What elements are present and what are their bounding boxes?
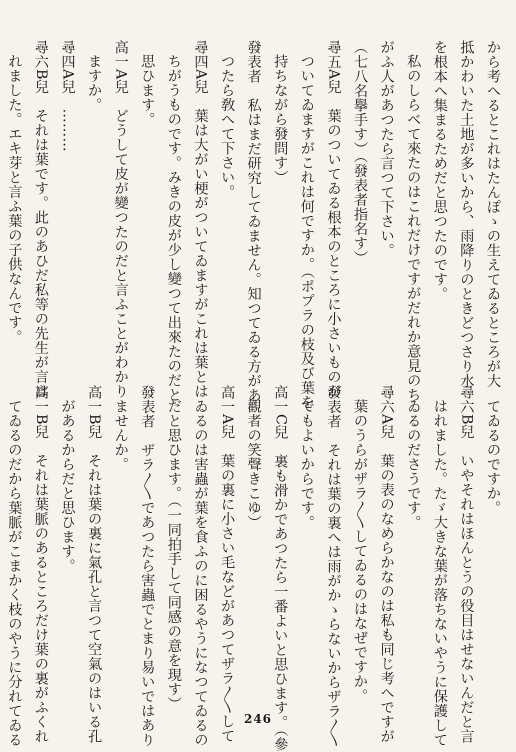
text-line: がふ人があつたら言つて下さい。 — [378, 40, 395, 258]
text-line: があるからだと思ひます。 — [59, 399, 76, 574]
text-line: 抵かわいた土地が多いから、雨降りのときどつさり水 — [458, 40, 475, 388]
text-line: 葉のうらがザラ〳〵してゐるのはなぜですか。 — [352, 399, 369, 704]
text-line: 發表者 それは葉の裏へは雨がかゝらないからザラ〳〵 — [325, 385, 342, 748]
text-line: 高一B兒 それは葉脈のあるところだけ葉の裏がふくれ — [32, 385, 49, 744]
text-line: れました。エキ芽と言ふ葉の子供なんです。 — [6, 54, 23, 345]
text-line: 尋六B兒 いやそれはほんとうの役目はせないんだと言 — [458, 385, 475, 744]
upper-text-block — [6, 40, 506, 410]
text-line: てゐるのだから葉脈がこまかく枝のやうに分れてゐる — [6, 399, 23, 748]
text-line: 發表者 私はまだ研究してゐません。知つてゐる方があ — [245, 40, 262, 403]
text-line — [0, 40, 1, 340]
text-line: 尋五A兒 葉のついてゐる根本のところに小さいものが — [325, 40, 342, 399]
text-line: ちがうものです。みきの皮が少し變つて出來たのだと — [165, 54, 182, 403]
text-line: 高一A兒 どうして皮が變つたのだと言ふことがわかり — [112, 40, 129, 399]
text-line: ついてゐますがこれは何ですか。（ポプラの枝及び葉を — [298, 54, 315, 410]
text-line: ゐるのは害蟲が葉を食ふのに困るやうになつてゐるの — [192, 399, 209, 748]
text-line: 尋四A兒 葉は大がい梗がついてゐますがこれは葉とは — [192, 40, 209, 399]
text-line — [0, 385, 1, 695]
text-line: 尋六B兒 それは葉です。此のあひだ私等の先生が言は — [32, 40, 49, 399]
text-line: ますか。 — [86, 54, 103, 113]
page-number: 246 — [243, 712, 273, 726]
text-line: 思ひます。 — [139, 54, 156, 127]
text-line: でもよいからです。 — [298, 399, 315, 530]
text-line: だと思ひます。（一同拍手して同感の意を現す） — [165, 399, 182, 712]
text-line: 觀者の笑聲きこゆ） — [245, 399, 262, 530]
text-line: 持ちながら發問す） — [272, 54, 289, 185]
text-line: つたら敎へて下さい。 — [219, 54, 236, 200]
text-line: ませんか。 — [112, 399, 129, 472]
text-line: 發表者 ザラ〳〵であつたら害蟲でとまり易いではあり — [139, 385, 156, 748]
text-line: を根本へ集まるためだと思つたのです。 — [431, 40, 448, 301]
text-line: 尋六A兒 葉の表のなめらかなのは私も同じ考へですが — [378, 385, 395, 744]
text-line: から考へるとこれはたんぽゝの生えてゐるところが大 — [485, 40, 501, 388]
text-line: 高一B兒 それは葉の裏に氣孔と言つて空氣のはいる孔 — [86, 385, 103, 744]
text-line: 私のしらべて來たのはこれだけですがだれか意見のち — [405, 54, 422, 403]
text-line: 高一C兒 裏も滑かであつたら一番よいと思ひます。（參 — [272, 385, 289, 752]
text-line: （七八名擧手す）（發表者指名す） — [352, 40, 369, 265]
text-line: てゐるのですか。 — [485, 399, 501, 516]
text-line: はれました。たゞ大きな葉が落ちないやうに保護して — [431, 399, 448, 748]
text-line: 高一A兒 葉の裏に小さい毛などがあつてザラ〳〵して — [219, 385, 236, 744]
text-line: ゐるのださうです。 — [405, 399, 422, 530]
text-line: 尋四A兒 ……… — [59, 40, 76, 153]
